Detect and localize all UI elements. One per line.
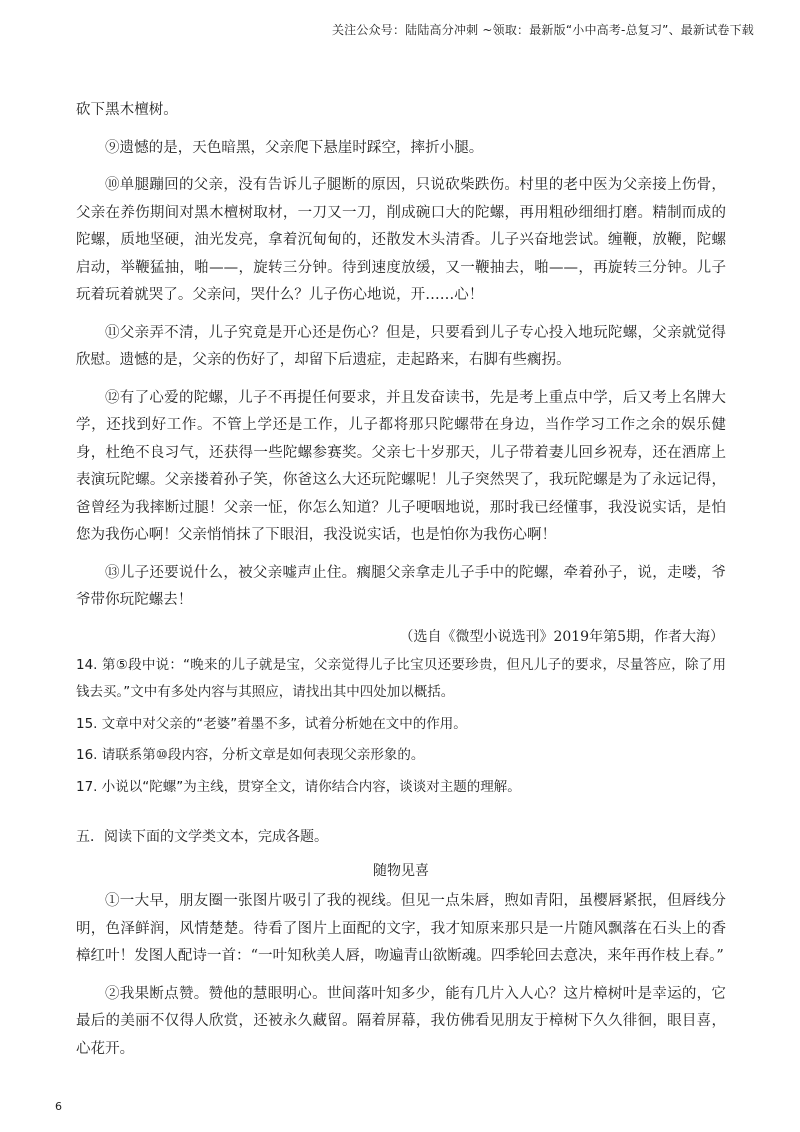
page-number: 6 xyxy=(55,1100,62,1113)
document-body xyxy=(76,97,726,1073)
question-item: 17. 小说以“陀螺”为主线，贯穿全文，请你结合内容，谈谈对主题的理解。 xyxy=(76,778,521,795)
question-item: 15. 文章中对父亲的“老婆”着墨不多，试着分析她在文中的作用。 xyxy=(76,715,467,732)
question-list xyxy=(76,652,726,802)
passage-paragraph: ⑪父亲弄不清，儿子究竟是开心还是伤心？但是，只要看到儿子专心投入地玩陀螺，父亲就觉得欣慰。遗憾的是，父亲的伤好了，却留下后遗症，走起路来，右脚有些瘸拐。 xyxy=(76,324,726,368)
passage-paragraph: ⑬儿子还要说什么，被父亲嘘声止住。瘸腿父亲拿走儿子手中的陀螺，牵着孙子，说，走喽，爷爷带你玩陀螺去！ xyxy=(76,564,726,608)
story-paragraph: ②我果断点赞。赞他的慧眼明心。世间落叶知多少，能有几片入人心？这片樟树叶是幸运的，它最后的美丽不仅得人欣赏，还被永久藏留。隔着屏幕，我仿佛看见朋友于樟树下久久徘徊，眼目喜，心花开。 xyxy=(76,985,726,1057)
question-item: 14. 第⑤段中说：“晚来的儿子就是宝，父亲觉得儿子比宝贝还要珍贵，但凡儿子的要求，尽量答应，除了用钱去买。”文中有多处内容与其照应，请找出其中四处加以概括。 xyxy=(76,656,726,700)
story-passage xyxy=(76,97,726,649)
passage-paragraph: ⑫有了心爱的陀螺，儿子不再提任何要求，并且发奋读书，先是考上重点中学，后又考上名牌大学，还找到好工作。不管上学还是工作，儿子都将那只陀螺带在身边，当作学习工作之余的娱乐健身，杜绝不良习气，还获得一些陀螺参赛奖。父亲七十岁那天，儿子带着妻儿回乡祝寿，还在酒席上表演玩陀螺。父亲搂着孙子笑，你爸这么大还玩陀螺呢！儿子突然哭了，我玩陀螺是为了永远记得，爸曾经为我摔断过腿！父亲一怔，你怎么知道？儿子哽咽地说，那时我已经懂事，我没说实话，是怕您为我伤心啊！父亲悄悄抹了下眼泪，我没说实话，也是怕你为我伤心啊！ xyxy=(76,389,726,543)
second-story xyxy=(76,888,726,1063)
passage-paragraph: 砍下黑木檀树。 xyxy=(76,102,178,118)
section-heading: 五．阅读下面的文学类文本，完成各题。 xyxy=(76,829,328,845)
story-paragraph: ①一大早，朋友圈一张图片吸引了我的视线。但见一点朱唇，煦如青阳，虽樱唇紧抿，但唇线分明，色泽鲜润，风情楚楚。待看了图片上面配的文字，我才知原来那只是一片随风飘落在石头上的香樟红叶！发图人配诗一首：“一叶知秋美人唇，吻遍青山欲断魂。四季轮回去意决，来年再作枝上春。” xyxy=(76,893,726,964)
page-header: 关注公众号：陆陆高分冲刺 ~领取：最新版“小中高考-总复习”、最新试卷下载 xyxy=(331,23,754,37)
source-citation: （选自《微型小说选刊》2019年第5期，作者大海） xyxy=(399,628,724,645)
story-title: 随物见喜 xyxy=(373,863,429,879)
passage-paragraph: ⑩单腿蹦回的父亲，没有告诉儿子腿断的原因，只说砍柴跌伤。村里的老中医为父亲接上伤骨，父亲在养伤期间对黑木檀树取材，一刀又一刀，削成碗口大的陀螺，再用粗砂细细打磨。精制而成的陀螺，质地坚硬，油光发亮，拿着沉甸甸的，还散发木头清香。儿子兴奋地尝试。缠鞭，放鞭，陀螺启动，举鞭猛抽，啪——，旋转三分钟。待到速度放缓，又一鞭抽去，啪——，再旋转三分钟。儿子玩着玩着就哭了。父亲问，哭什么？儿子伤心地说，开……心！ xyxy=(76,177,726,303)
passage-paragraph: ⑨遗憾的是，天色暗黑，父亲爬下悬崖时踩空，摔折小腿。 xyxy=(105,139,484,156)
question-item: 16. 请联系第⑩段内容，分析文章是如何表现父亲形象的。 xyxy=(76,747,425,763)
